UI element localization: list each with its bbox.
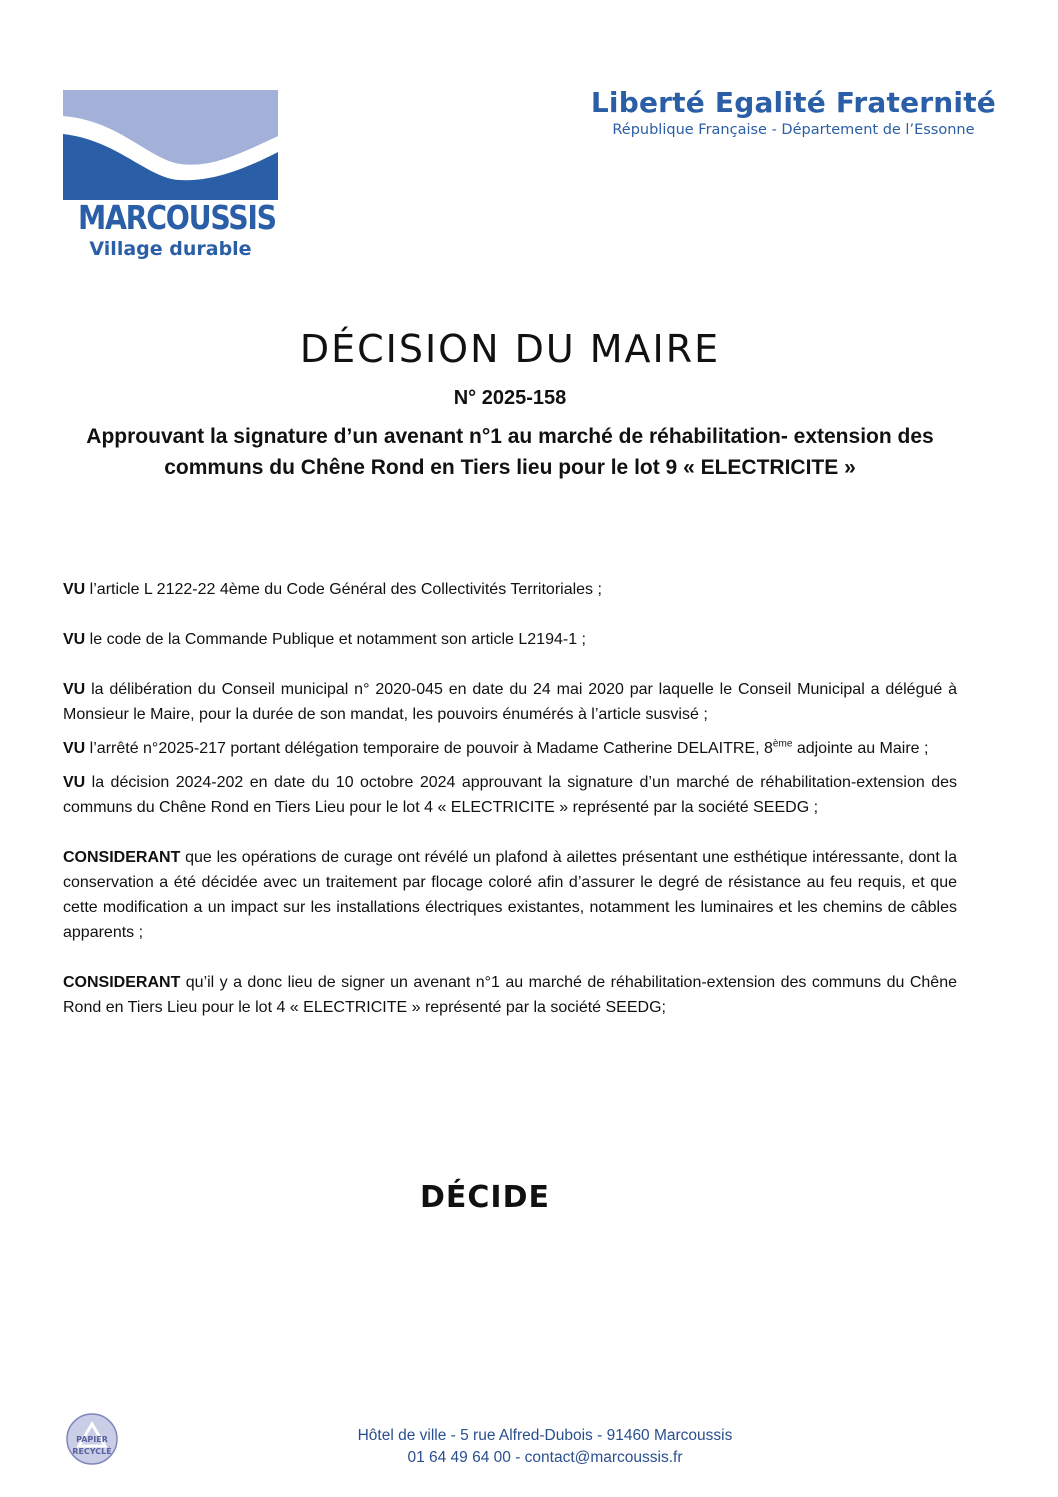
paragraph-vu-3 (63, 677, 957, 727)
motto-text: Liberté Egalité Fraternité (590, 86, 996, 119)
paragraph-text: qu’il y a donc lieu de signer un avenant n°1 au marché de réhabilitation-extension des communs du Chêne Rond en Tiers Lieu pour le lot 4 « ELECTRICITE » représenté par la société SEEDG; (63, 974, 957, 1016)
paragraph-text: adjointe au Maire ; (792, 740, 929, 757)
paragraph-vu-5 (63, 770, 957, 820)
decision-subject: Approuvant la signature d’un avenant n°1 au marché de réhabilitation- extension des communs du Chêne Rond en Tiers lieu pour le lot 9 « ELECTRICITE » (86, 425, 934, 479)
marcoussis-logo (63, 90, 278, 265)
page-title: DÉCISION DU MAIRE (299, 327, 721, 371)
recycled-paper-icon (65, 1412, 119, 1466)
paragraph-lead: CONSIDERANT (63, 849, 181, 866)
paragraph-text: l’arrêté n°2025-217 portant délégation temporaire de pouvoir à Madame Catherine DELAITRE, 8 (85, 740, 773, 757)
paragraph-considerant-1 (63, 845, 957, 945)
paragraph-text: que les opérations de curage ont révélé un plafond à ailettes présentant une esthétique intéressante, dont la conservation a été décidée avec un traitement par flocage coloré afin d’assurer le degré de résistance au feu requis, et que cette modification a un impact sur les installations électriques existantes, notamment les luminaires et les chemins de câbles apparents ; (63, 849, 957, 941)
paragraph-text: la délibération du Conseil municipal n° 2020-045 en date du 24 mai 2020 par laquelle le Conseil Municipal a délégué à Monsieur le Maire, pour la durée de son mandat, les pouvoirs énumérés à l’article susvisé ; (63, 681, 957, 723)
republic-motto (591, 86, 996, 138)
paragraph-vu-4 (63, 736, 957, 761)
recycle-logo-text: RECYCLÉ (72, 1447, 112, 1456)
paragraph-lead: VU (63, 774, 86, 791)
paragraph-considerant-2 (63, 970, 957, 1020)
footer-address: Hôtel de ville - 5 rue Alfred-Dubois - 91460 Marcoussis (357, 1427, 733, 1444)
motto-subtitle: République Française - Département de l’Essonne (612, 122, 975, 138)
paragraph-text: le code de la Commande Publique et notamment son article L2194-1 ; (85, 631, 586, 648)
paragraph-lead: VU (63, 681, 86, 698)
paragraph-vu-2 (63, 627, 957, 652)
paragraph-lead: CONSIDERANT (63, 974, 181, 991)
logo-name: MARCOUSSIS (78, 198, 276, 237)
ordinal-superscript: ème (772, 738, 793, 750)
footer-contact: 01 64 49 64 00 - contact@marcoussis.fr (407, 1449, 683, 1466)
paragraph-vu-1 (63, 577, 957, 602)
decision-number: N° 2025-158 (453, 387, 567, 409)
wave-emblem-icon (63, 90, 278, 200)
paragraph-lead: VU (63, 631, 86, 648)
paragraph-text: l’article L 2122-22 4ème du Code Général des Collectivités Territoriales ; (85, 581, 602, 598)
recycle-logo-text: PAPIER (76, 1435, 108, 1444)
paragraph-text: la décision 2024-202 en date du 10 octobre 2024 approuvant la signature d’un marché de réhabilitation-extension des communs du Chêne Rond en Tiers Lieu pour le lot 4 « ELECTRICITE » représenté par la société SEEDG ; (63, 774, 957, 816)
logo-tagline: Village durable (89, 238, 252, 260)
decide-heading: DÉCIDE (420, 1180, 550, 1215)
decision-body (63, 577, 957, 1020)
paragraph-lead: VU (63, 581, 86, 598)
paragraph-lead: VU (63, 740, 86, 757)
page-footer (250, 1425, 840, 1469)
